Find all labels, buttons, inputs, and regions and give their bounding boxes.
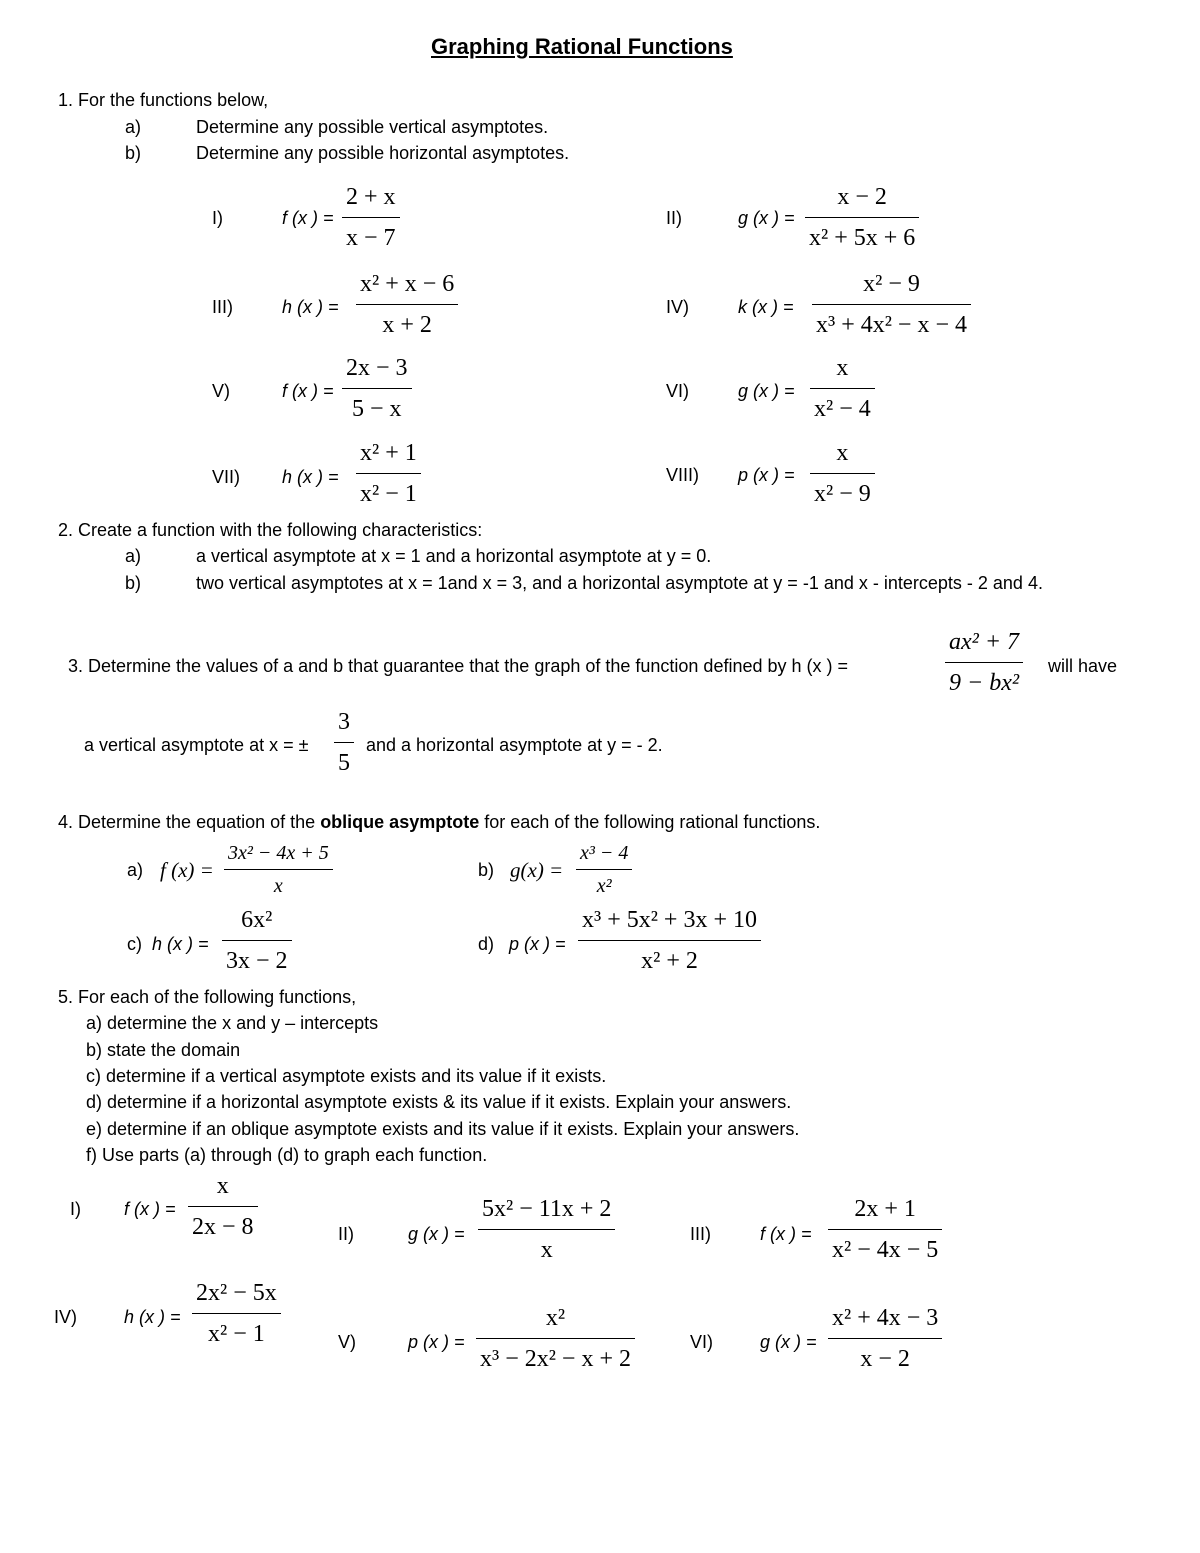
q5-item-function-name: h (x ) =: [124, 1307, 181, 1327]
q5-item-function-name: p (x ) =: [408, 1332, 465, 1352]
numerator: 6x²: [241, 907, 273, 933]
numerator: x²: [545, 1305, 566, 1331]
q4-intro-text: 4. Determine the equation of the: [58, 812, 316, 832]
q1-item-fraction: [356, 270, 458, 339]
q5-intro: 5. For each of the following functions,: [58, 987, 357, 1007]
q5-item-label: II): [338, 1224, 354, 1244]
denominator: x² − 4x − 5: [832, 1237, 939, 1263]
q1-item-fraction: [342, 354, 412, 423]
q2-a-label: a): [125, 546, 142, 566]
q1-item-fraction: [356, 439, 421, 508]
numerator: 2x + 1: [854, 1196, 916, 1222]
q5-part: f) Use parts (a) through (d) to graph each function.: [86, 1145, 488, 1165]
fraction-bar: [478, 1229, 615, 1230]
q5-item-fraction: [476, 1304, 635, 1373]
fraction-bar: [334, 742, 354, 743]
q4-item-function-name: f (x) =: [160, 858, 214, 882]
q3-line2-after: and a horizontal asymptote at y = - 2.: [366, 735, 663, 755]
page-title: Graphing Rational Functions: [431, 34, 733, 59]
q5-item-fraction: [478, 1195, 615, 1264]
q5-part: c) determine if a vertical asymptote exists and its value if it exists.: [86, 1066, 607, 1086]
denominator: x: [273, 875, 283, 897]
fraction-bar: [828, 1229, 942, 1230]
q5-part: a) determine the x and y – intercepts: [86, 1013, 379, 1033]
q1-item-function-name: g (x ) =: [738, 381, 795, 401]
fraction-bar: [812, 304, 971, 305]
q1-item-function-name: f (x ) =: [282, 381, 334, 401]
q5-item-fraction: [828, 1304, 942, 1373]
q5-item-label: VI): [690, 1332, 714, 1352]
fraction-bar: [810, 388, 875, 389]
q4-intro: [58, 812, 820, 833]
denominator: x² + 2: [641, 948, 698, 974]
fraction-bar: [805, 217, 919, 218]
numerator: x² + x − 6: [360, 271, 455, 297]
q3-text: 3. Determine the values of a and b that guarantee that the graph of the function defined by h (x ) =: [68, 656, 849, 676]
denominator: 9 − bx²: [949, 670, 1020, 696]
q5-item-function-name: g (x ) =: [760, 1332, 817, 1352]
numerator: 2 + x: [346, 184, 396, 210]
q1-item-function-name: f (x ) =: [282, 208, 334, 228]
q1-item-fraction: [805, 183, 919, 252]
q1-item-fraction: [342, 183, 400, 252]
q5-item-fraction: [192, 1279, 281, 1348]
q1-b-label: b): [125, 143, 142, 163]
numerator: 3x² − 4x + 5: [228, 842, 329, 864]
q5-item-function-name: g (x ) =: [408, 1224, 465, 1244]
q1-item-label: I): [212, 208, 223, 228]
denominator: x³ + 4x² − x − 4: [816, 312, 967, 338]
q5-item-label: I): [70, 1199, 81, 1219]
numerator: x³ − 4: [580, 842, 629, 864]
q1-item-fraction: [812, 270, 971, 339]
q5-item-fraction: [828, 1195, 942, 1264]
q4-item-function-name: h (x ) =: [152, 934, 209, 954]
denominator: x + 2: [382, 312, 432, 338]
denominator: x − 2: [860, 1346, 910, 1372]
q4-intro-bold: oblique asymptote: [320, 812, 480, 832]
q1-item-label: VI): [666, 381, 690, 401]
numerator: ax² + 7: [949, 629, 1020, 655]
fraction-bar: [342, 388, 412, 389]
q1-item-label: III): [212, 297, 233, 317]
denominator: 2x − 8: [192, 1214, 254, 1240]
denominator: x² − 4: [814, 396, 871, 422]
q1-item-fraction: [810, 354, 875, 423]
q1-a-text: Determine any possible vertical asymptotes.: [196, 117, 549, 137]
q4-item-fraction: [224, 842, 333, 897]
numerator: x² + 1: [360, 440, 417, 466]
q2-b-text: two vertical asymptotes at x = 1and x = 3, and a horizontal asymptote at y = -1 and x - intercepts - 2 and 4.: [196, 573, 1043, 593]
q4-item-fraction: [578, 906, 761, 975]
numerator: 5x² − 11x + 2: [482, 1196, 612, 1222]
fraction-bar: [828, 1338, 942, 1339]
denominator: x² − 1: [360, 481, 417, 507]
numerator: x: [836, 440, 849, 466]
q1-item-function-name: k (x ) =: [738, 297, 794, 317]
numerator: 3: [338, 709, 350, 735]
numerator: 2x − 3: [346, 355, 408, 381]
fraction-bar: [578, 940, 761, 941]
q1-item-function-name: h (x ) =: [282, 467, 339, 487]
denominator: 5: [338, 750, 350, 776]
fraction-bar: [356, 304, 458, 305]
fraction-bar: [810, 473, 875, 474]
q4-item-label: b): [478, 860, 495, 880]
q4-item-label: c): [127, 934, 142, 954]
q3-text-after: will have: [1048, 656, 1118, 676]
q5-item-label: III): [690, 1224, 711, 1244]
q1-item-label: V): [212, 381, 230, 401]
q5-part: b) state the domain: [86, 1040, 241, 1060]
q3-line2: a vertical asymptote at x = ±: [84, 735, 309, 755]
q4-item-fraction: [576, 842, 632, 897]
q1-b-text: Determine any possible horizontal asymptotes.: [196, 143, 570, 163]
denominator: x³ − 2x² − x + 2: [480, 1346, 631, 1372]
q5-item-function-name: f (x ) =: [760, 1224, 812, 1244]
q4-item-function-name: p (x ) =: [509, 934, 566, 954]
q2-b-label: b): [125, 573, 142, 593]
q1-item-function-name: h (x ) =: [282, 297, 339, 317]
q1-item-fraction: [810, 439, 875, 508]
q5-item-label: V): [338, 1332, 356, 1352]
q4-item-label: d): [478, 934, 495, 954]
q1-item-label: VIII): [666, 465, 700, 485]
fraction-bar: [356, 473, 421, 474]
denominator: x: [540, 1237, 553, 1263]
q4-intro-text-after: for each of the following rational functions.: [484, 812, 821, 832]
q1-intro: 1. For the functions below,: [58, 90, 269, 110]
q3-small-fraction: [334, 708, 354, 777]
q5-item-function-name: f (x ) =: [124, 1199, 176, 1219]
numerator: x − 2: [837, 184, 887, 210]
denominator: x²: [596, 875, 612, 897]
denominator: 5 − x: [352, 396, 402, 422]
numerator: x: [216, 1173, 229, 1199]
fraction-bar: [476, 1338, 635, 1339]
q4-item-fraction: [222, 906, 292, 975]
denominator: 3x − 2: [226, 948, 288, 974]
q1-item-label: IV): [666, 297, 690, 317]
q4-item-function-name: g(x) =: [510, 858, 564, 882]
fraction-bar: [222, 940, 292, 941]
fraction-bar: [576, 869, 632, 870]
q1-item-function-name: g (x ) =: [738, 208, 795, 228]
fraction-bar: [192, 1313, 281, 1314]
q5-part: e) determine if an oblique asymptote exists and its value if it exists. Explain your answers.: [86, 1119, 800, 1139]
numerator: x² − 9: [863, 271, 920, 297]
q3-fraction: [945, 628, 1023, 697]
fraction-bar: [224, 869, 333, 870]
numerator: x: [836, 355, 849, 381]
q5-part: d) determine if a horizontal asymptote exists & its value if it exists. Explain your answers.: [86, 1092, 792, 1112]
fraction-bar: [342, 217, 400, 218]
q2-a-text: a vertical asymptote at x = 1 and a horizontal asymptote at y = 0.: [196, 546, 712, 566]
q1-a-label: a): [125, 117, 142, 137]
numerator: x³ + 5x² + 3x + 10: [582, 907, 757, 933]
q1-item-label: VII): [212, 467, 241, 487]
numerator: x² + 4x − 3: [832, 1305, 939, 1331]
denominator: x² + 5x + 6: [809, 225, 916, 251]
numerator: 2x² − 5x: [196, 1280, 277, 1306]
fraction-bar: [188, 1206, 258, 1207]
q5-item-label: IV): [54, 1307, 78, 1327]
denominator: x − 7: [346, 225, 396, 251]
denominator: x² − 9: [814, 481, 871, 507]
fraction-bar: [945, 662, 1023, 663]
q2-intro: 2. Create a function with the following characteristics:: [58, 520, 483, 540]
denominator: x² − 1: [208, 1321, 265, 1347]
q5-item-fraction: [188, 1172, 258, 1241]
q1-item-function-name: p (x ) =: [738, 465, 795, 485]
q1-item-label: II): [666, 208, 682, 228]
q4-item-label: a): [127, 860, 144, 880]
